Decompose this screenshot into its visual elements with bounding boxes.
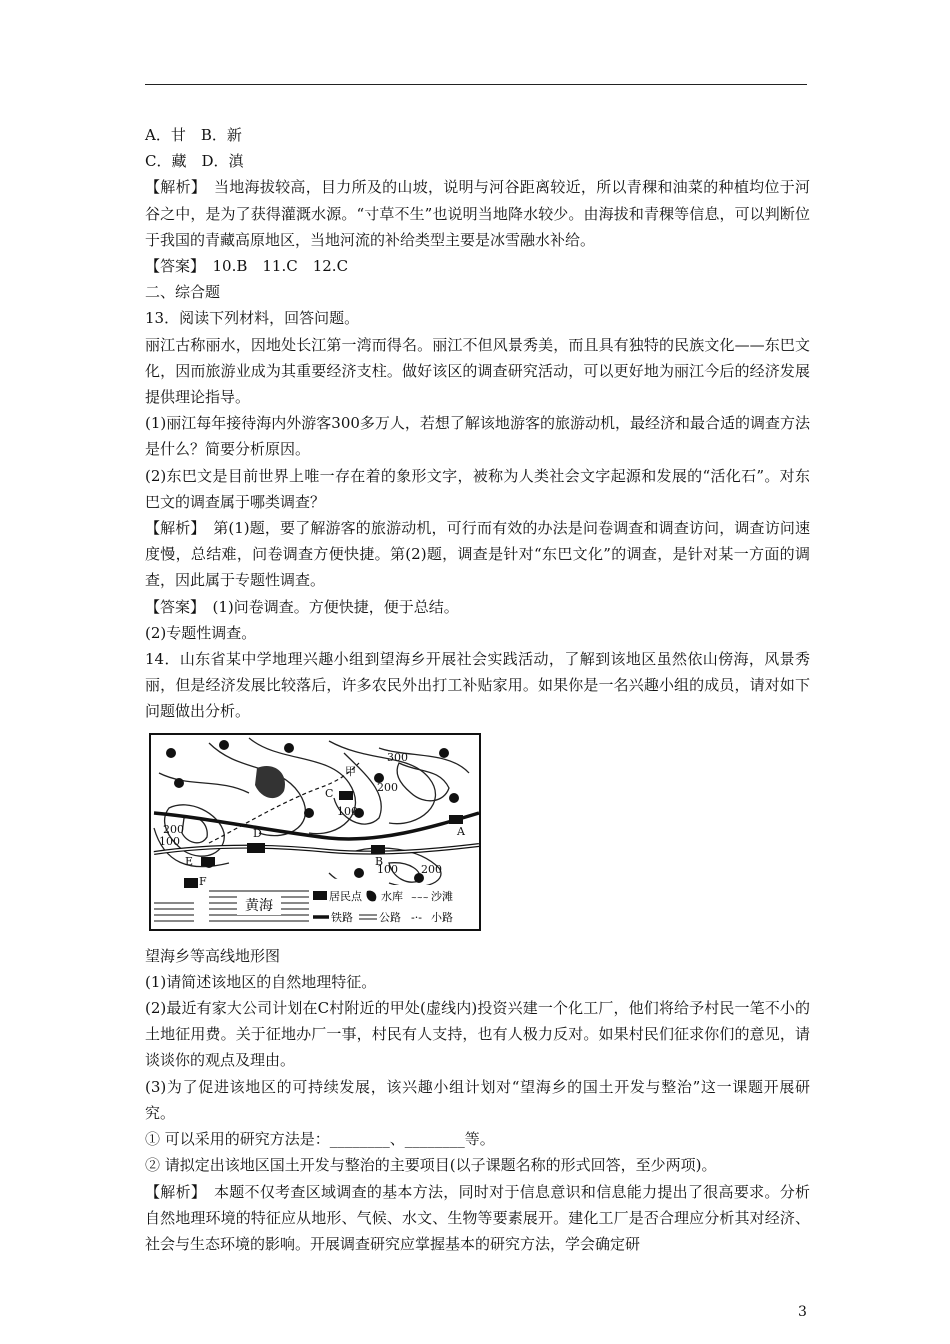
question-item: (2)最近有家大公司计划在C村附近的甲处(虚线内)投资兴建一个化工厂，他们将给予村民一笔不小的土地征用费。关于征地办厂一事，村民有人支持，也有人极力反对。如果村民们征求你们的意见，请谈谈你的观点及理由。 <box>145 999 810 1070</box>
svg-text:100: 100 <box>377 862 398 876</box>
material-paragraph: 丽江古称丽水，因地处长江第一湾而得名。丽江不但风景秀美，而且具有独特的民族文化——东巴文化，因而旅游业成为其重要经济支柱。做好该区的调查研究活动，可以更好地为丽江今后的经济发展提供理论指导。 <box>145 335 810 407</box>
answer-line: (2)专题性调查。 <box>145 623 257 642</box>
map-legend <box>309 885 479 929</box>
option-line: A．甘 B．新 <box>145 126 242 144</box>
sea-label: 黄海 <box>245 897 273 914</box>
question-item: (2)东巴文是目前世界上唯一存在着的象形文字，被称为人类社会文字起源和发展的“活化石”。对东巴文的调查属于哪类调查？ <box>145 466 810 511</box>
svg-text:100: 100 <box>337 804 358 818</box>
svg-text:B: B <box>375 854 384 868</box>
question-subitem: ① 可以采用的研究方法是：________、________等。 <box>145 1130 495 1149</box>
analysis-paragraph: 【解析】 当地海拔较高，目力所及的山坡，说明与河谷距离较近，所以青稞和油菜的种植均位于河谷之中，是为了获得灌溉水源。“寸草不生”也说明当地降水较少。由海拔和青稞等信息，可以判断位于我国的青藏高原地区，当地河流的补给类型主要是冰雪融水补给。 <box>145 178 810 249</box>
svg-text:200: 200 <box>377 780 398 794</box>
svg-text:甲: 甲 <box>345 764 356 778</box>
svg-text:铁路: 铁路 <box>331 910 353 924</box>
svg-text:100: 100 <box>159 834 180 848</box>
svg-text:~~~: ~~~ <box>411 893 429 902</box>
svg-text:D: D <box>253 826 262 840</box>
svg-text:A: A <box>457 824 465 838</box>
analysis-paragraph: 【解析】 第(1)题，要了解游客的旅游动机，可行而有效的办法是问卷调查和调查访问，调查访问速度慢，总结难，问卷调查方便快捷。第(2)题，调查是针对“东巴文化”的调查，是针对某一方面的调查，因此属于专题性调查。 <box>145 519 810 590</box>
option-line: C．藏 D．滇 <box>145 152 244 171</box>
svg-text:沙滩: 沙滩 <box>431 889 453 903</box>
question-item: (1)丽江每年接待海内外游客300多万人，若想了解该地游客的旅游动机，最经济和最合适的调查方法是什么？简要分析原因。 <box>145 414 810 459</box>
section-heading: 二、综合题 <box>145 283 221 302</box>
question-stem: 13．阅读下列材料，回答问题。 <box>145 309 360 328</box>
svg-text:F: F <box>199 874 207 888</box>
contour-map <box>149 733 481 933</box>
question-item: (3)为了促进该地区的可持续发展，该兴趣小组计划对“望海乡的国土开发与整治”这一课题开展研究。 <box>145 1077 810 1122</box>
svg-text:300: 300 <box>387 750 408 764</box>
svg-text:居民点: 居民点 <box>329 889 362 903</box>
answer-line: 【答案】 (1)问卷调查。方便快捷，便于总结。 <box>145 597 459 616</box>
svg-text:水库: 水库 <box>381 889 403 903</box>
figure-caption: 望海乡等高线地形图 <box>145 946 281 965</box>
svg-text:E: E <box>185 854 194 868</box>
page-body <box>145 122 810 1257</box>
svg-text:公路: 公路 <box>379 910 401 924</box>
question-item: (1)请简述该地区的自然地理特征。 <box>145 972 377 991</box>
svg-text:小路: 小路 <box>431 910 453 924</box>
analysis-paragraph: 【解析】 本题不仅考查区域调查的基本方法，同时对于信息意识和信息能力提出了很高要求。分析自然地理环境的特征应从地形、气候、水文、生物等要素展开。建化工厂是否合理应分析其对经济、社会与生态环境的影响。开展调查研究应掌握基本的研究方法，学会确定研 <box>145 1182 810 1253</box>
svg-text:C: C <box>325 786 334 800</box>
svg-text:200: 200 <box>163 822 184 836</box>
answer-line: 【答案】 10.B 11.C 12.C <box>145 257 349 276</box>
page-number: 3 <box>798 1304 807 1320</box>
question-stem: 14．山东省某中学地理兴趣小组到望海乡开展社会实践活动，了解到该地区虽然依山傍海，风景秀丽，但是经济发展比较落后，许多农民外出打工补贴家用。如果你是一名兴趣小组的成员，请对如下问题做出分析。 <box>145 650 810 721</box>
question-subitem: ② 请拟定出该地区国土开发与整治的主要项目(以子课题名称的形式回答，至少两项)。 <box>145 1156 717 1175</box>
header-rule <box>145 84 807 85</box>
svg-text:200: 200 <box>421 862 442 876</box>
svg-text:-·-: -·- <box>411 910 422 924</box>
contour-map-figure <box>149 733 481 933</box>
